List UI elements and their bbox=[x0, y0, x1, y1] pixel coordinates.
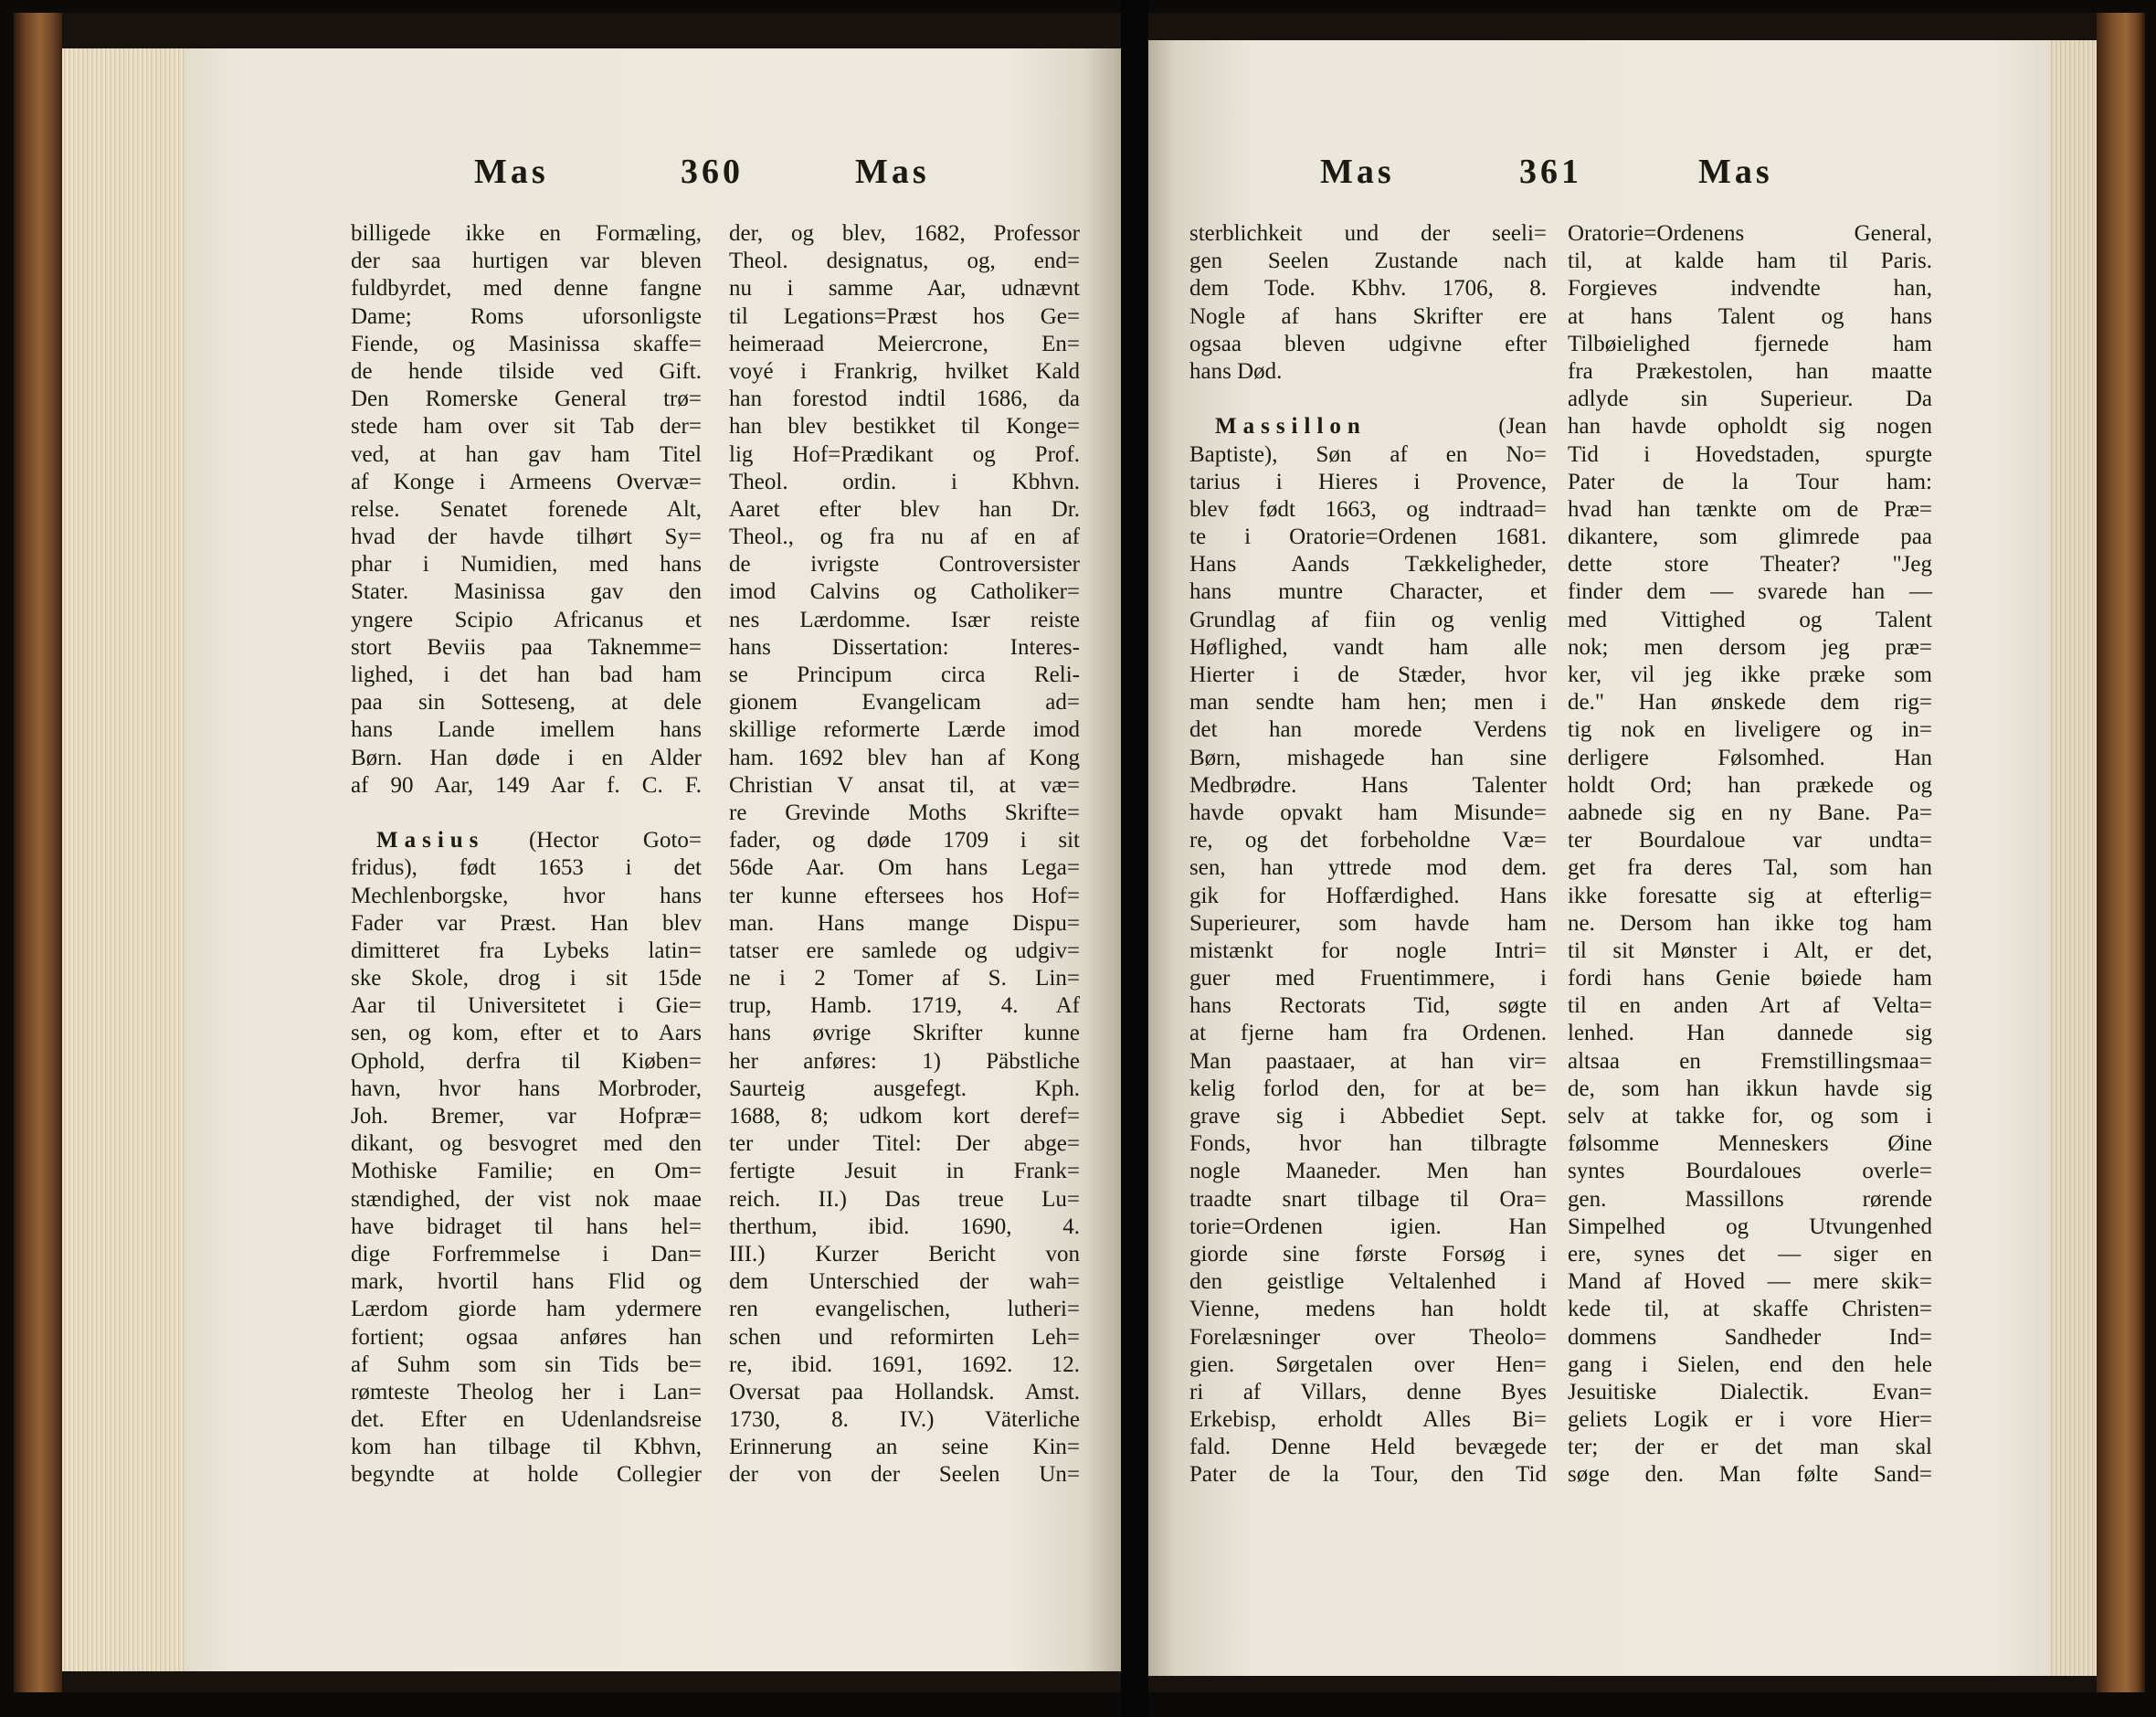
text-line: hans Lande imellem hans bbox=[351, 717, 702, 743]
text-line: get fra deres Tal, som han bbox=[1568, 855, 1932, 881]
text-column-second bbox=[1568, 220, 1932, 1489]
text-line: til en anden Art af Velta= bbox=[1568, 993, 1932, 1019]
text-line: det. Efter en Udenlandsreise bbox=[351, 1407, 702, 1433]
text-line: Vienne, medens han holdt bbox=[1189, 1297, 1547, 1322]
text-line: Lærdom giorde ham ydermere bbox=[351, 1297, 702, 1322]
text-line: hans Rectorats Tid, søgte bbox=[1189, 993, 1547, 1019]
text-line: sen, han yttrede mod dem. bbox=[1189, 855, 1547, 881]
text-line: dommens Sandheder Ind= bbox=[1568, 1324, 1932, 1350]
text-line: kede til, at skaffe Christen= bbox=[1568, 1297, 1932, 1322]
text-line: Oversat paa Hollandsk. Amst. bbox=[729, 1379, 1080, 1404]
text-line: have bidraget til hans hel= bbox=[351, 1214, 702, 1239]
page-number: 360 bbox=[681, 153, 744, 191]
text-line: gen Seelen Zustande nach bbox=[1189, 249, 1547, 274]
text-line: lighed, i det han bad ham bbox=[351, 662, 702, 687]
leather-binding-right bbox=[2097, 13, 2145, 1692]
text-line: til, at kalde ham til Paris. bbox=[1568, 249, 1932, 274]
text-line: af Suhm som sin Tids be= bbox=[351, 1351, 702, 1377]
text-line: nu i samme Aar, udnævnt bbox=[729, 276, 1080, 302]
text-column-first bbox=[1189, 220, 1547, 1489]
entry-headword: Massillon bbox=[1215, 414, 1367, 440]
text-line: finder dem — svarede han — bbox=[1568, 579, 1932, 605]
paragraph bbox=[729, 220, 1080, 1489]
text-line: Den Romerske General trø= bbox=[351, 387, 702, 412]
text-line: fortient; ogsaa anføres han bbox=[351, 1324, 702, 1350]
text-line: Tid i Hovedstaden, spurgte bbox=[1568, 441, 1932, 467]
text-line: Mothiske Familie; en Om= bbox=[351, 1159, 702, 1184]
text-line: gang i Sielen, end den hele bbox=[1568, 1351, 1932, 1377]
text-line: ne i 2 Tomer af S. Lin= bbox=[729, 966, 1080, 991]
text-line: den geistlige Veltalenhed i bbox=[1189, 1269, 1547, 1295]
right-page-scan bbox=[1148, 13, 2145, 1692]
text-line: tig nok en liveligere og in= bbox=[1568, 717, 1932, 743]
text-line: sen, og kom, efter et to Aars bbox=[351, 1021, 702, 1046]
text-line: ker, vil jeg ikke præke som bbox=[1568, 662, 1932, 687]
text-line: Saurteig ausgefegt. Kph. bbox=[729, 1076, 1080, 1101]
text-line: Stater. Masinissa gav den bbox=[351, 579, 702, 605]
text-line: ri af Villars, denne Byes bbox=[1189, 1379, 1547, 1404]
text-line: altsaa en Fremstillingsmaa= bbox=[1568, 1048, 1932, 1074]
text-line: ogsaa bleven udgivne efter bbox=[1189, 331, 1547, 356]
text-line bbox=[1189, 413, 1547, 440]
text-line: blev født 1663, og indtraad= bbox=[1189, 496, 1547, 522]
text-line: skillige reformerte Lærde imod bbox=[729, 717, 1080, 743]
text-line: dikantere, som glimrede paa bbox=[1568, 525, 1932, 550]
text-line: Medbrødre. Hans Talenter bbox=[1189, 772, 1547, 798]
text-line: begyndte at holde Collegier bbox=[351, 1462, 702, 1488]
entry-headword: Masius bbox=[376, 828, 485, 853]
text-line: til Legations=Præst hos Ge= bbox=[729, 303, 1080, 329]
text-line: hans Død. bbox=[1189, 358, 1283, 384]
text-line: Fonds, hvor han tilbragte bbox=[1189, 1131, 1547, 1157]
text-line: ne. Dersom han ikke tog ham bbox=[1568, 910, 1932, 936]
text-line: man sendte ham hen; men i bbox=[1189, 690, 1547, 715]
leather-binding-left bbox=[14, 13, 62, 1692]
text-line: holdt Ord; han prækede og bbox=[1568, 772, 1932, 798]
text-line: te i Oratorie=Ordenen 1681. bbox=[1189, 525, 1547, 550]
text-line: mark, hvortil hans Flid og bbox=[351, 1269, 702, 1295]
entry-paragraph bbox=[351, 827, 702, 1489]
text-line: fordi hans Genie bøiede ham bbox=[1568, 966, 1932, 991]
text-line: Joh. Bremer, var Hofpræ= bbox=[351, 1104, 702, 1129]
text-line: Børn, mishagede han sine bbox=[1189, 745, 1547, 770]
text-line: derligere Følsomhed. Han bbox=[1568, 745, 1932, 770]
text-line: dem Tode. Kbhv. 1706, 8. bbox=[1189, 276, 1547, 302]
text-line: der saa hurtigen var bleven bbox=[351, 249, 702, 274]
text-line: tatser ere samlede og udgiv= bbox=[729, 938, 1080, 963]
text-line: Nogle af hans Skrifter ere bbox=[1189, 303, 1547, 329]
text-line: re, og det forbeholdne Væ= bbox=[1189, 828, 1547, 853]
text-line: guer med Fruentimmere, i bbox=[1189, 966, 1547, 991]
text-line: Høflighed, vandt ham alle bbox=[1189, 634, 1547, 660]
text-line: han blev bestikket til Konge= bbox=[729, 414, 1080, 440]
text-line: ren evangelischen, lutheri= bbox=[729, 1297, 1080, 1322]
text-line: til sit Mønster i Alt, er det, bbox=[1568, 938, 1932, 963]
running-head-left-word: Mas bbox=[1320, 153, 1395, 191]
text-line: Simpelhed og Utvungenhed bbox=[1568, 1214, 1932, 1239]
text-line: 56de Aar. Om hans Lega= bbox=[729, 855, 1080, 881]
text-line: Fiende, og Masinissa skaffe= bbox=[351, 331, 702, 356]
text-line: Forelæsninger over Theolo= bbox=[1189, 1324, 1547, 1350]
text-line: Theol. designatus, og, end= bbox=[729, 249, 1080, 274]
text-line: schen und reformirten Leh= bbox=[729, 1324, 1080, 1350]
text-line: tarius i Hieres i Provence, bbox=[1189, 469, 1547, 494]
text-line: fra Prækestolen, han maatte bbox=[1568, 358, 1932, 384]
text-line: Ophold, derfra til Kiøben= bbox=[351, 1048, 702, 1074]
text-line: torie=Ordenen igien. Han bbox=[1189, 1214, 1547, 1239]
text-column-second bbox=[729, 220, 1080, 1489]
text-line: reich. II.) Das treue Lu= bbox=[729, 1186, 1080, 1212]
text-line: Forgieves indvendte han, bbox=[1568, 276, 1932, 302]
text-line: trup, Hamb. 1719, 4. Af bbox=[729, 993, 1080, 1019]
text-line: ske Skole, drog i sit 15de bbox=[351, 966, 702, 991]
text-line: kelig forlod den, for at be= bbox=[1189, 1076, 1547, 1101]
text-line: lig Hof=Prædikant og Prof. bbox=[729, 441, 1080, 467]
text-line: gionem Evangelicam ad= bbox=[729, 690, 1080, 715]
text-line: adlyde sin Superieur. Da bbox=[1568, 387, 1932, 412]
text-line: relse. Senatet forenede Alt, bbox=[351, 496, 702, 522]
text-line: kom han tilbage til Kbhvn, bbox=[351, 1435, 702, 1460]
text-line: therthum, ibid. 1690, 4. bbox=[729, 1214, 1080, 1239]
text-line: dette store Theater? "Jeg bbox=[1568, 552, 1932, 578]
text-line: fuldbyrdet, med denne fangne bbox=[351, 276, 702, 302]
text-line: Dame; Roms uforsonligste bbox=[351, 303, 702, 329]
text-line: følsomme Menneskers Øine bbox=[1568, 1131, 1932, 1157]
paragraph bbox=[1568, 220, 1932, 1489]
text-line: de ivrigste Controversister bbox=[729, 552, 1080, 578]
text-line bbox=[351, 827, 702, 854]
text-line: gen. Massillons rørende bbox=[1568, 1186, 1932, 1212]
text-line: Theol. ordin. i Kbhvn. bbox=[729, 469, 1080, 494]
text-line: stændighed, der vist nok maae bbox=[351, 1186, 702, 1212]
text-line: hvad der havde tilhørt Sy= bbox=[351, 525, 702, 550]
text-line: paa sin Sotteseng, at dele bbox=[351, 690, 702, 715]
text-line: sterblichkeit und der seeli= bbox=[1189, 221, 1547, 246]
text-line: fader, og døde 1709 i sit bbox=[729, 828, 1080, 853]
text-line: dige Forfremmelse i Dan= bbox=[351, 1241, 702, 1267]
scan-divider bbox=[1121, 0, 1148, 1717]
text-line: yngere Scipio Africanus et bbox=[351, 607, 702, 632]
text-line: selv at takke for, og som i bbox=[1568, 1104, 1932, 1129]
text-line: her anføres: 1) Päbstliche bbox=[729, 1048, 1080, 1074]
text-line: fertigte Jesuit in Frank= bbox=[729, 1159, 1080, 1184]
running-head-right-word: Mas bbox=[855, 153, 930, 191]
text-line: han havde opholdt sig nogen bbox=[1568, 414, 1932, 440]
text-line: grave sig i Abbediet Sept. bbox=[1189, 1104, 1547, 1129]
text-line: af Konge i Armeens Overvæ= bbox=[351, 469, 702, 494]
text-line: dem Unterschied der wah= bbox=[729, 1269, 1080, 1295]
text-line: geliets Logik er i vore Hier= bbox=[1568, 1407, 1932, 1433]
text-line-rest: (Jean bbox=[1498, 414, 1547, 440]
text-line: phar i Numidien, med hans bbox=[351, 552, 702, 578]
text-line: mistænkt for nogle Intri= bbox=[1189, 938, 1547, 963]
text-line: dikant, og besvogret med den bbox=[351, 1131, 702, 1157]
page-360 bbox=[185, 48, 1121, 1671]
text-line: at fjerne ham fra Ordenen. bbox=[1189, 1021, 1547, 1046]
text-line: ere, synes det — siger en bbox=[1568, 1241, 1932, 1267]
text-line: aabnede sig en ny Bane. Pa= bbox=[1568, 800, 1932, 825]
text-line: han forestod indtil 1686, da bbox=[729, 387, 1080, 412]
text-line: ter Bourdaloue var undta= bbox=[1568, 828, 1932, 853]
text-line: Tilbøielighed fjernede ham bbox=[1568, 331, 1932, 356]
text-line: at hans Talent og hans bbox=[1568, 303, 1932, 329]
text-line: Baptiste), Søn af en No= bbox=[1189, 441, 1547, 467]
text-line: ved, at han gav ham Titel bbox=[351, 441, 702, 467]
text-line: med Vittighed og Talent bbox=[1568, 607, 1932, 632]
text-line: Theol., og fra nu af en af bbox=[729, 525, 1080, 550]
text-line: de." Han ønskede dem rig= bbox=[1568, 690, 1932, 715]
text-line: hans muntre Character, et bbox=[1189, 579, 1547, 605]
text-line: re, ibid. 1691, 1692. 12. bbox=[729, 1351, 1080, 1377]
text-line: hans Dissertation: Interes- bbox=[729, 634, 1080, 660]
paragraph bbox=[1189, 220, 1547, 386]
text-line: giorde sine første Forsøg i bbox=[1189, 1241, 1547, 1267]
text-line: Christian V ansat til, at væ= bbox=[729, 772, 1080, 798]
text-line: stede ham over sit Tab der= bbox=[351, 414, 702, 440]
text-line: rømteste Theolog her i Lan= bbox=[351, 1379, 702, 1404]
text-column-first bbox=[351, 220, 702, 1489]
text-line: af 90 Aar, 149 Aar f. C. F. bbox=[351, 772, 702, 798]
text-line: ter kunne eftersees hos Hof= bbox=[729, 883, 1080, 908]
text-line: voyé i Frankrig, hvilket Kald bbox=[729, 358, 1080, 384]
text-line: søge den. Man følte Sand= bbox=[1568, 1462, 1932, 1488]
text-line: Mand af Hoved — mere skik= bbox=[1568, 1269, 1932, 1295]
text-line: lenhed. Han dannede sig bbox=[1568, 1021, 1932, 1046]
page-block-edges-left bbox=[62, 48, 185, 1671]
text-line: stort Beviis paa Taknemme= bbox=[351, 634, 702, 660]
text-line: re Grevinde Moths Skrifte= bbox=[729, 800, 1080, 825]
running-head-right-word: Mas bbox=[1698, 153, 1773, 191]
text-line: Børn. Han døde i en Alder bbox=[351, 745, 702, 770]
text-line: hvad han tænkte om de Præ= bbox=[1568, 496, 1932, 522]
text-line: Grundlag af fiin og venlig bbox=[1189, 607, 1547, 632]
text-line: havde opvakt ham Misunde= bbox=[1189, 800, 1547, 825]
text-line: fridus), født 1653 i det bbox=[351, 855, 702, 881]
text-line: Aar til Universitetet i Gie= bbox=[351, 993, 702, 1019]
text-line: fald. Denne Held bevægede bbox=[1189, 1435, 1547, 1460]
text-line: Erkebisp, erholdt Alles Bi= bbox=[1189, 1407, 1547, 1433]
text-line: dimitteret fra Lybeks latin= bbox=[351, 938, 702, 963]
text-line: imod Calvins og Catholiker= bbox=[729, 579, 1080, 605]
text-line: Pater de la Tour, den Tid bbox=[1189, 1462, 1547, 1488]
text-line: gien. Sørgetalen over Hen= bbox=[1189, 1351, 1547, 1377]
text-line: syntes Bourdaloues overle= bbox=[1568, 1159, 1932, 1184]
text-line: 1688, 8; udkom kort deref= bbox=[729, 1104, 1080, 1129]
text-line: Mechlenborgske, hvor hans bbox=[351, 883, 702, 908]
text-line: Pater de la Tour ham: bbox=[1568, 469, 1932, 494]
text-line: nes Lærdomme. Især reiste bbox=[729, 607, 1080, 632]
page-361 bbox=[1148, 40, 2049, 1676]
text-line: Aaret efter blev han Dr. bbox=[729, 496, 1080, 522]
text-line: det han morede Verdens bbox=[1189, 717, 1547, 743]
text-line: billigede ikke en Formæling, bbox=[351, 221, 702, 246]
text-line: hans øvrige Skrifter kunne bbox=[729, 1021, 1080, 1046]
text-line: III.) Kurzer Bericht von bbox=[729, 1241, 1080, 1267]
page-block-edges-right bbox=[2049, 40, 2097, 1676]
text-line: ikke foresatte sig at efterlig= bbox=[1568, 883, 1932, 908]
text-line: der von der Seelen Un= bbox=[729, 1462, 1080, 1488]
entry-paragraph bbox=[1189, 413, 1547, 1489]
text-line: se Principum circa Reli- bbox=[729, 662, 1080, 687]
text-line: de, som han ikkun havde sig bbox=[1568, 1076, 1932, 1101]
text-line: Man paastaaer, at han vir= bbox=[1189, 1048, 1547, 1074]
running-head-left-word: Mas bbox=[474, 153, 549, 191]
text-line: Jesuitiske Dialectik. Evan= bbox=[1568, 1379, 1932, 1404]
text-line: Fader var Præst. Han blev bbox=[351, 910, 702, 936]
text-line: Hierter i de Stæder, hvor bbox=[1189, 662, 1547, 687]
left-page-scan bbox=[14, 13, 1121, 1692]
paragraph bbox=[351, 220, 702, 800]
text-line: ter; der er det man skal bbox=[1568, 1435, 1932, 1460]
page-number: 361 bbox=[1519, 153, 1582, 191]
text-line: gik for Hoffærdighed. Hans bbox=[1189, 883, 1547, 908]
text-line: ter under Titel: Der abge= bbox=[729, 1131, 1080, 1157]
text-line: ham. 1692 blev han af Kong bbox=[729, 745, 1080, 770]
text-line: de hende tilside ved Gift. bbox=[351, 358, 702, 384]
text-line: Hans Aands Tækkeligheder, bbox=[1189, 552, 1547, 578]
text-line: nok; men dersom jeg præ= bbox=[1568, 634, 1932, 660]
text-line: der, og blev, 1682, Professor bbox=[729, 221, 1080, 246]
text-line: Erinnerung an seine Kin= bbox=[729, 1435, 1080, 1460]
text-line-rest: (Hector Goto= bbox=[528, 828, 702, 853]
text-line: nogle Maaneder. Men han bbox=[1189, 1159, 1547, 1184]
text-line: traadte snart tilbage til Ora= bbox=[1189, 1186, 1547, 1212]
text-line: Oratorie=Ordenens General, bbox=[1568, 221, 1932, 246]
text-line: havn, hvor hans Morbroder, bbox=[351, 1076, 702, 1101]
text-line: heimeraad Meiercrone, En= bbox=[729, 331, 1080, 356]
text-line: man. Hans mange Dispu= bbox=[729, 910, 1080, 936]
text-line: Superieurer, som havde ham bbox=[1189, 910, 1547, 936]
text-line: 1730, 8. IV.) Väterliche bbox=[729, 1407, 1080, 1433]
